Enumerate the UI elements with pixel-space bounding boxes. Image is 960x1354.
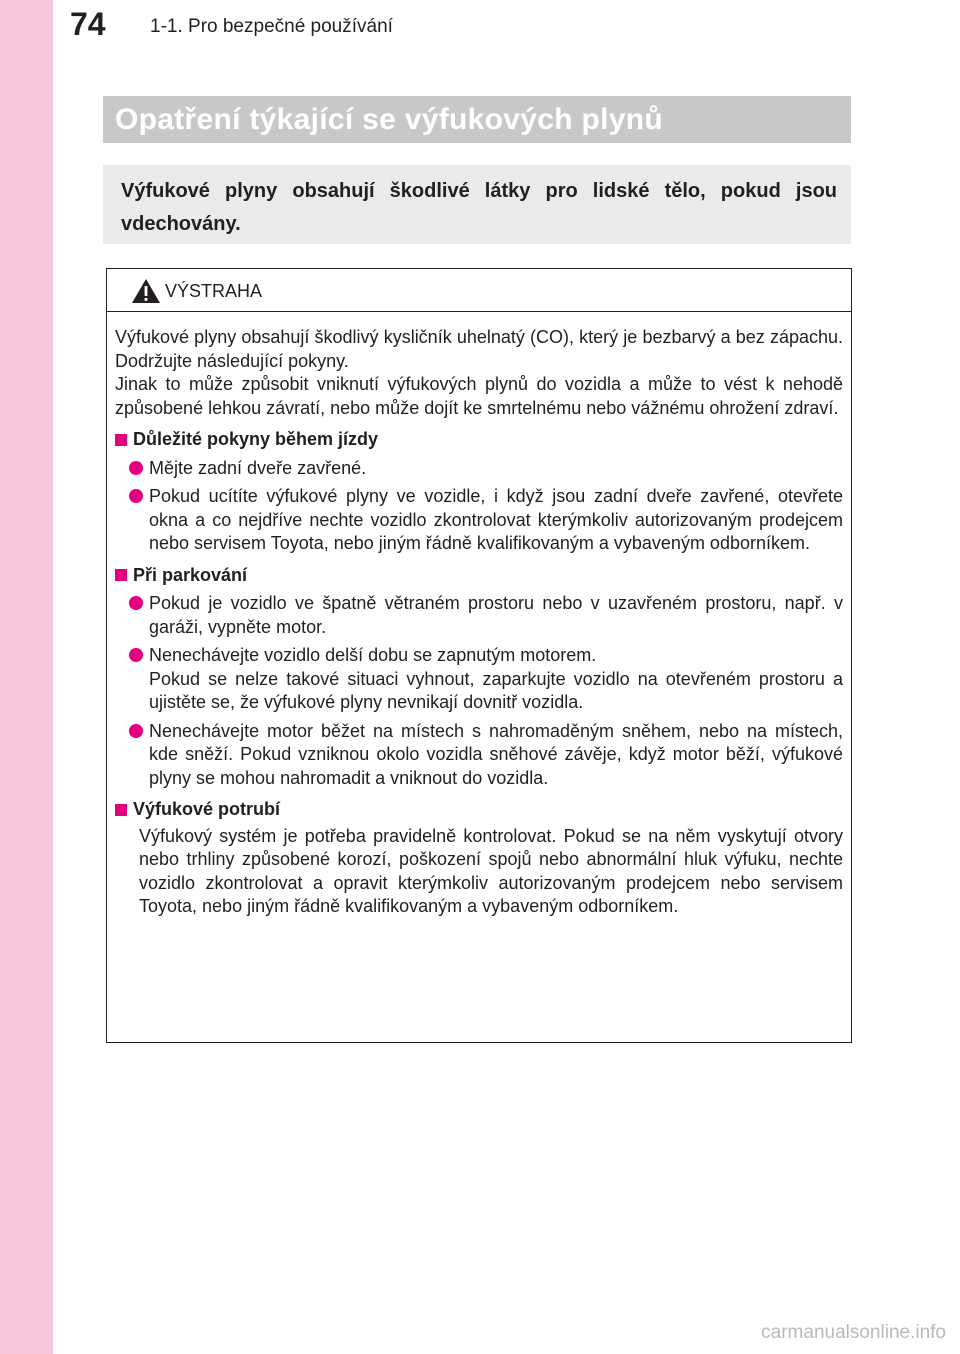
page-number: 74 xyxy=(70,6,106,42)
warning-intro-1: Výfukové plyny obsahují škodlivý kysličník uhelnatý (CO), který je bezbarvý a bez zápachu. Dodržujte následující pokyny. xyxy=(115,327,843,371)
bullet-continuation: Pokud se nelze takové situaci vyhnout, zaparkujte vozidlo na otevřeném prostoru a ujistěte se, že výfukové plyny nevnikají dovnitř vozidla. xyxy=(149,668,843,712)
dot-bullet-icon xyxy=(129,489,143,503)
square-bullet-icon xyxy=(115,434,127,446)
section-title: Opatření týkající se výfukových plynů xyxy=(115,103,663,136)
dot-bullet-icon xyxy=(129,596,143,610)
list-item: Pokud ucítíte výfukové plyny ve vozidle, i když jsou zadní dveře zavřené, otevřete okna a co nejdříve nechte vozidlo zkontrolovat kterýmkoliv autorizovaným prodejcem nebo servisem Toyota, nebo jiným řádně kvalifikovaným a vybaveným odborníkem. xyxy=(115,485,843,556)
warning-header xyxy=(107,269,851,312)
running-head: 1-1. Pro bezpečné používání xyxy=(150,16,393,37)
warning-box xyxy=(106,268,852,1043)
warning-intro-2: Jinak to může způsobit vniknutí výfukových plynů do vozidla a může to vést k nehodě způsobené lehkou závratí, nebo může dojít ke smrtelnému nebo vážnému ohrožení zdraví. xyxy=(115,374,843,418)
section-title-bar xyxy=(103,96,851,143)
warning-body xyxy=(107,312,851,919)
dot-bullet-icon xyxy=(129,648,143,662)
dot-bullet-icon xyxy=(129,461,143,475)
warning-triangle-icon xyxy=(131,278,161,304)
summary-text: Výfukové plyny obsahují škodlivé látky pro lidské tělo, pokud jsou vdechovány. xyxy=(121,180,837,235)
summary-box xyxy=(103,165,851,244)
section-heading-driving: Důležité pokyny během jízdy xyxy=(115,428,843,452)
warning-label: VÝSTRAHA xyxy=(165,281,263,301)
section-heading-exhaust: Výfukové potrubí xyxy=(115,798,843,822)
exhaust-text: Výfukový systém je potřeba pravidelně kontrolovat. Pokud se na něm vyskytují otvory nebo trhliny způsobené korozí, poškození spojů nebo abnormální hluk výfuku, nechte vozidlo zkontrolovat a opravit kterýmkoliv autorizovaným prodejcem nebo servisem Toyota, nebo jiným řádně kvalifikovaným a vybaveným odborníkem. xyxy=(139,825,843,916)
list-item: Nenechávejte vozidlo delší dobu se zapnutým motorem. Pokud se nelze takové situaci vyhnout, zaparkujte vozidlo na otevřeném prostoru a ujistěte se, že výfukové plyny nevnikají dovnitř vozidla. xyxy=(115,644,843,715)
dot-bullet-icon xyxy=(129,724,143,738)
section-heading-parking: Při parkování xyxy=(115,564,843,588)
watermark: carmanualsonline.info xyxy=(761,1322,946,1343)
list-item: Pokud je vozidlo ve špatně větraném prostoru nebo v uzavřeném prostoru, např. v garáži, vypněte motor. xyxy=(115,592,843,639)
square-bullet-icon xyxy=(115,569,127,581)
list-item: Mějte zadní dveře zavřené. xyxy=(115,457,843,481)
list-item: Nenechávejte motor běžet na místech s nahromaděným sněhem, nebo na místech, kde sněží. Pokud vzniknou okolo vozidla sněhové závěje, když motor běží, výfukové plyny se mohou nahromadit a vniknout do vozidla. xyxy=(115,720,843,791)
side-tab-band xyxy=(0,0,53,1354)
square-bullet-icon xyxy=(115,804,127,816)
